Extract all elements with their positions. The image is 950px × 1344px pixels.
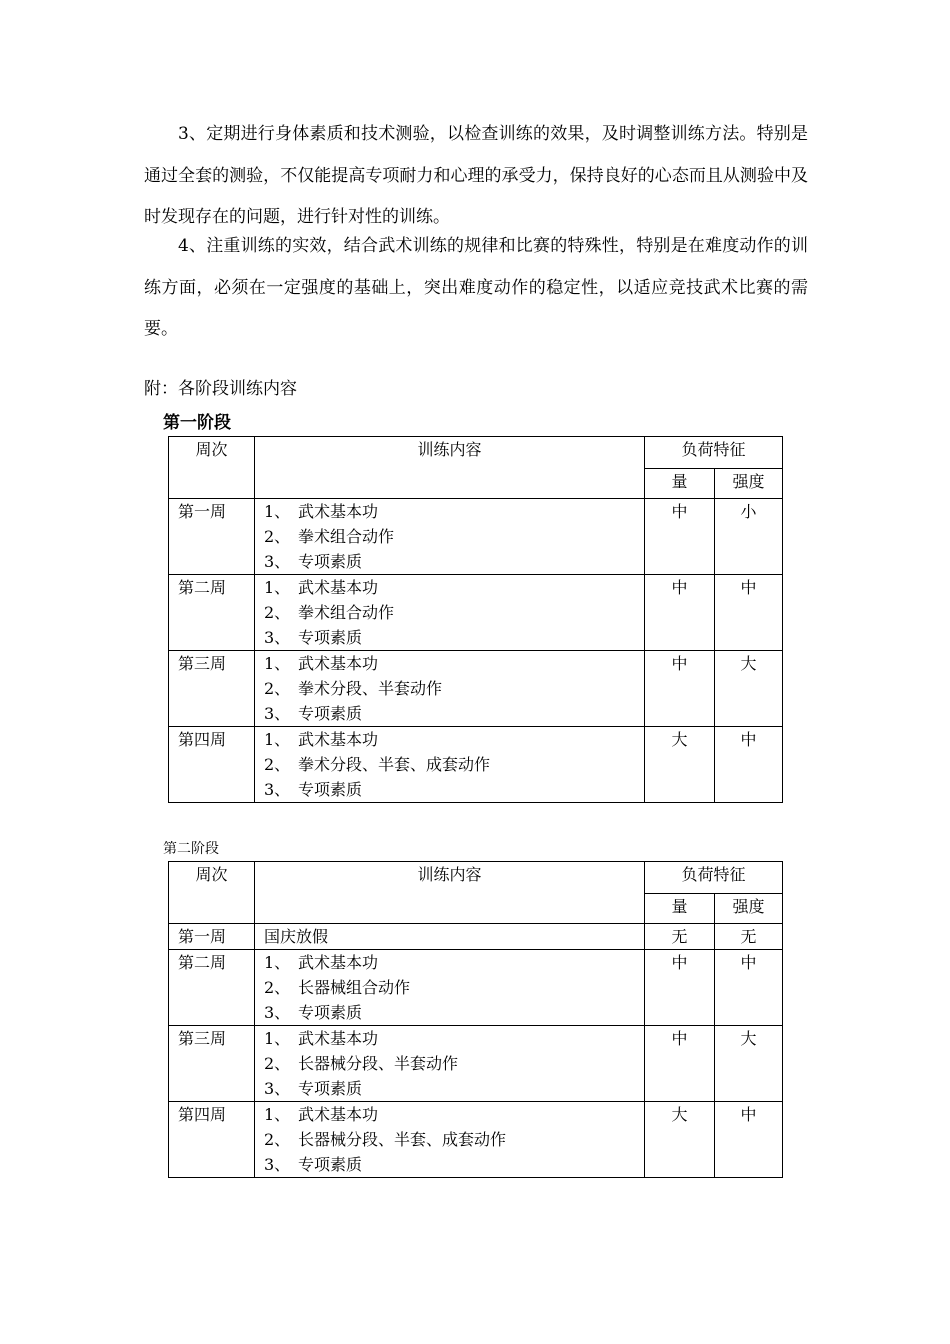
content-cell — [255, 575, 645, 651]
list-item: 1、 武术基本功 — [264, 1029, 379, 1048]
list-item: 1、 武术基本功 — [264, 502, 379, 521]
header-load: 负荷特征 — [645, 862, 783, 894]
header-week: 周次 — [169, 437, 255, 499]
list-item: 3、 专项素质 — [264, 1003, 363, 1022]
list-item: 2、 拳术分段、半套动作 — [264, 679, 443, 698]
table-row — [169, 1102, 783, 1178]
table-row — [169, 727, 783, 803]
header-load: 负荷特征 — [645, 437, 783, 469]
list-item: 1、 武术基本功 — [264, 730, 379, 749]
volume-cell: 中 — [645, 651, 715, 727]
list-item: 3、 专项素质 — [264, 552, 363, 571]
list-item: 3、 专项素质 — [264, 1079, 363, 1098]
volume-cell: 无 — [645, 924, 715, 950]
content-cell: 国庆放假 — [255, 924, 645, 950]
paragraph-3: 3、定期进行身体素质和技术测验，以检查训练的效果，及时调整训练方法。特别是通过全套的测验，不仅能提高专项耐力和心理的承受力，保持良好的心态而且从测验中及时发现存在的问题，进行针对性的训练。 — [144, 124, 808, 227]
list-item: 3、 专项素质 — [264, 780, 363, 799]
table-row — [169, 1026, 783, 1102]
content-cell — [255, 1026, 645, 1102]
volume-cell: 中 — [645, 575, 715, 651]
intensity-cell: 中 — [715, 950, 783, 1026]
content-cell — [255, 499, 645, 575]
header-week: 周次 — [169, 862, 255, 924]
content-cell — [255, 727, 645, 803]
list-item: 1、 武术基本功 — [264, 1105, 379, 1124]
header-volume: 量 — [645, 469, 715, 499]
volume-cell: 中 — [645, 1026, 715, 1102]
stage1-title: 第一阶段 — [163, 413, 231, 433]
list-item: 3、 专项素质 — [264, 628, 363, 647]
intensity-cell: 中 — [715, 575, 783, 651]
week-cell: 第一周 — [169, 924, 255, 950]
header-intensity: 强度 — [715, 469, 783, 499]
stage2-table — [168, 861, 783, 1178]
volume-cell: 大 — [645, 1102, 715, 1178]
intensity-cell: 中 — [715, 1102, 783, 1178]
table-row — [169, 924, 783, 950]
week-cell: 第四周 — [169, 727, 255, 803]
intensity-cell: 小 — [715, 499, 783, 575]
week-cell: 第一周 — [169, 499, 255, 575]
list-item: 1、 武术基本功 — [264, 578, 379, 597]
table-row — [169, 950, 783, 1026]
stage1-table — [168, 436, 783, 803]
volume-cell: 中 — [645, 499, 715, 575]
list-item: 2、 拳术分段、半套、成套动作 — [264, 755, 491, 774]
list-item: 3、 专项素质 — [264, 1155, 363, 1174]
list-item: 1、 武术基本功 — [264, 953, 379, 972]
table-row — [169, 499, 783, 575]
list-item: 2、 拳术组合动作 — [264, 527, 395, 546]
week-cell: 第三周 — [169, 1026, 255, 1102]
list-item: 2、 长器械分段、半套、成套动作 — [264, 1130, 507, 1149]
header-intensity: 强度 — [715, 894, 783, 924]
week-cell: 第四周 — [169, 1102, 255, 1178]
volume-cell: 大 — [645, 727, 715, 803]
appendix-title: 附：各阶段训练内容 — [144, 379, 297, 399]
stage2-title: 第二阶段 — [163, 841, 219, 857]
header-volume: 量 — [645, 894, 715, 924]
intensity-cell: 无 — [715, 924, 783, 950]
content-cell — [255, 651, 645, 727]
intensity-cell: 大 — [715, 1026, 783, 1102]
week-cell: 第二周 — [169, 575, 255, 651]
list-item: 1、 武术基本功 — [264, 654, 379, 673]
list-item: 2、 长器械组合动作 — [264, 978, 411, 997]
table-row — [169, 651, 783, 727]
week-cell: 第三周 — [169, 651, 255, 727]
paragraph-4: 4、注重训练的实效，结合武术训练的规律和比赛的特殊性，特别是在难度动作的训练方面，必须在一定强度的基础上，突出难度动作的稳定性，以适应竞技武术比赛的需要。 — [144, 236, 808, 339]
list-item: 2、 拳术组合动作 — [264, 603, 395, 622]
content-cell — [255, 950, 645, 1026]
week-cell: 第二周 — [169, 950, 255, 1026]
intensity-cell: 中 — [715, 727, 783, 803]
header-content: 训练内容 — [255, 437, 645, 499]
list-item: 3、 专项素质 — [264, 704, 363, 723]
list-item: 2、 长器械分段、半套动作 — [264, 1054, 459, 1073]
intensity-cell: 大 — [715, 651, 783, 727]
table-row — [169, 575, 783, 651]
volume-cell: 中 — [645, 950, 715, 1026]
header-content: 训练内容 — [255, 862, 645, 924]
content-cell — [255, 1102, 645, 1178]
